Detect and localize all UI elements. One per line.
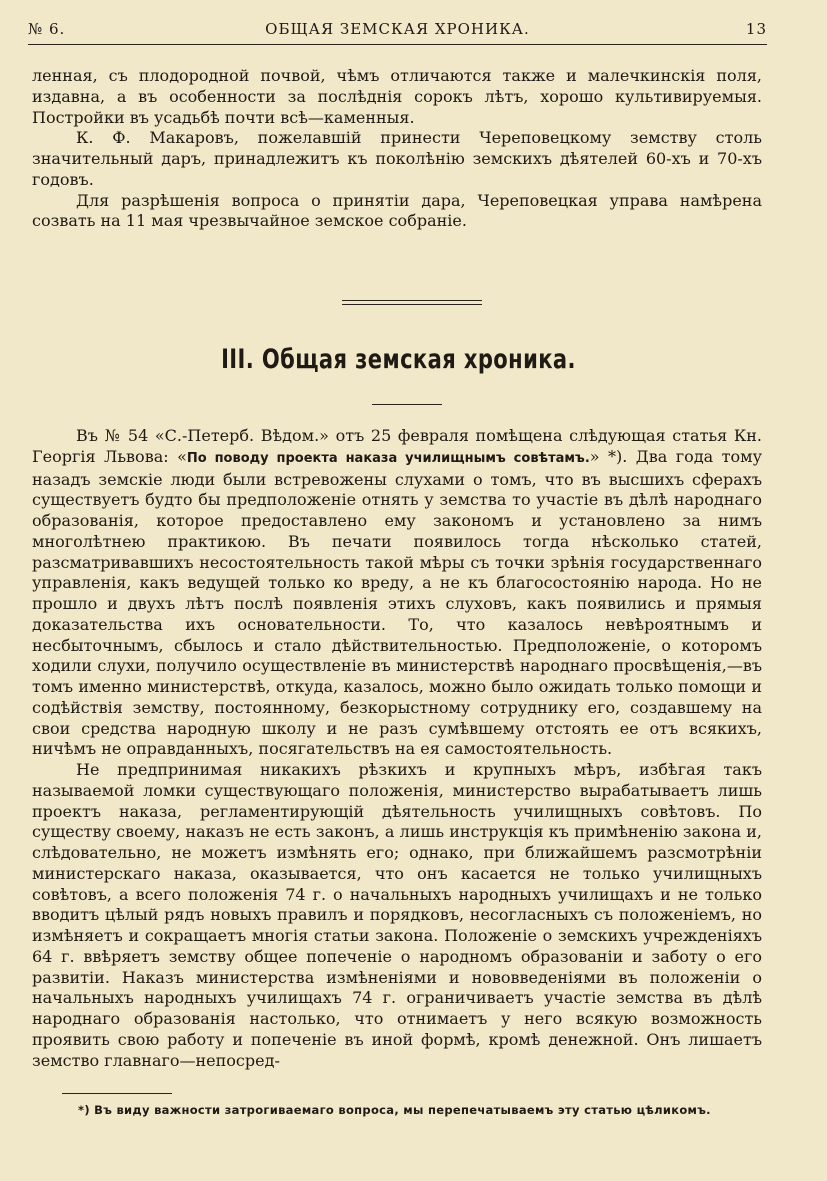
paragraph: Для разрѣшенія вопроса о принятіи дара, Череповецкая управа намѣрена созвать на 11 мая чрезвычайное земское собраніе. [32, 190, 762, 231]
running-head [28, 20, 767, 44]
section-divider-bottom [342, 304, 482, 305]
paragraph: ленная, съ плодородной почвой, чѣмъ отличаются также и малечкинскія поля, издавна, а въ особенности за послѣднія сорокъ лѣтъ, хорошо культивируемыя. Постройки въ усадьбѣ почти всѣ—каменныя. [32, 66, 762, 127]
article-intro: Въ № 54 «С.-Петерб. Вѣдом.» отъ 25 февраля помѣщена слѣдующая статья Кн. Георгія Львова: « [32, 426, 762, 466]
section-divider-top [342, 300, 482, 301]
continued-text [32, 66, 762, 232]
running-title: ОБЩАЯ ЗЕМСКАЯ ХРОНИКА. [265, 20, 530, 38]
paragraph [32, 426, 762, 760]
footnote-rule [62, 1093, 172, 1094]
paragraph: Не предпринимая никакихъ рѣзкихъ и крупныхъ мѣръ, избѣгая такъ называемой ломки существующаго положенія, министерство вырабатываетъ лишь проектъ наказа, регламентирующій дѣятельность училищныхъ совѣтовъ. По существу своему, наказъ не есть законъ, а лишь инструкція къ примѣненію закона и, слѣдовательно, не можетъ измѣнять его; однако, при ближайшемъ разсмотрѣніи министерскаго наказа, оказывается, что онъ касается не только училищныхъ совѣтовъ, а всего положенія 74 г. о начальныхъ народныхъ училищахъ и не только вводитъ цѣлый рядъ новыхъ правилъ и порядковъ, несогласныхъ съ положеніемъ, но измѣняетъ и сокращаетъ многія статьи закона. Положеніе о земскихъ учрежденіяхъ 64 г. ввѣряетъ земству общее попеченіе о народномъ образованіи и заботу о его развитіи. Наказъ министерства измѣненіями и нововведеніями въ положеніи о начальныхъ народныхъ училищахъ 74 г. ограничиваетъ участіе земства въ дѣлѣ народнаго образованія настолько, что отнимаетъ у него всякую возможность проявить свою работу и попеченіе въ иной формѣ, кромѣ денежной. Онъ лишаетъ земство главнаго—непосред- [32, 760, 762, 1070]
header-rule [28, 44, 767, 45]
article-title-quote: По поводу проекта наказа училищнымъ совѣтамъ. [186, 450, 590, 466]
issue-number: № 6. [28, 20, 66, 38]
article-body [32, 426, 762, 1071]
footnote: *) Въ виду важности затрогиваемаго вопроса, мы перепечатываемъ эту статью цѣликомъ. [78, 1103, 711, 1117]
article-text: » *). Два года тому назадъ земскіе люди были встревожены слухами о томъ, что въ высшихъ сферахъ существуетъ будто бы предположеніе отнять у земства то участіе въ дѣлѣ народнаго образованія, которое предоставлено ему закономъ и установлено за нимъ многолѣтнею практикою. Въ печати появилось тогда нѣсколько статей, разсматривавшихъ несостоятельность такой мѣры съ точки зрѣнія государственнаго управленія, какъ ведущей только ко вреду, а не къ благосостоянію народа. Но не прошло и двухъ лѣтъ послѣ появленія этихъ слуховъ, какъ появились и прямыя доказательства ихъ основательности. То, что казалось невѣроятнымъ и несбыточнымъ, сбылось и стало дѣйствительностью. Предположеніе, о которомъ ходили слухи, получило осуществленіе въ министерствѣ народнаго просвѣщенія,—въ томъ именно министерствѣ, откуда, казалось, можно было ожидать только помощи и содѣйствія земству, постоянному, безкорыстному сотруднику его, создавшему на свои средства народную школу и не разъ сумѣвшему отстоять ее отъ всякихъ, ничѣмъ не оправданныхъ, посягательствъ на ея самостоятельность. [32, 446, 763, 759]
title-underline [372, 404, 442, 405]
paragraph: К. Ф. Макаровъ, пожелавшій принести Череповецкому земству столь значительный даръ, принадлежитъ къ поколѣнію земскихъ дѣятелей 60-хъ и 70-хъ годовъ. [32, 128, 762, 189]
page-number: 13 [745, 20, 767, 38]
section-title: III. Общая земская хроника. [221, 344, 576, 375]
